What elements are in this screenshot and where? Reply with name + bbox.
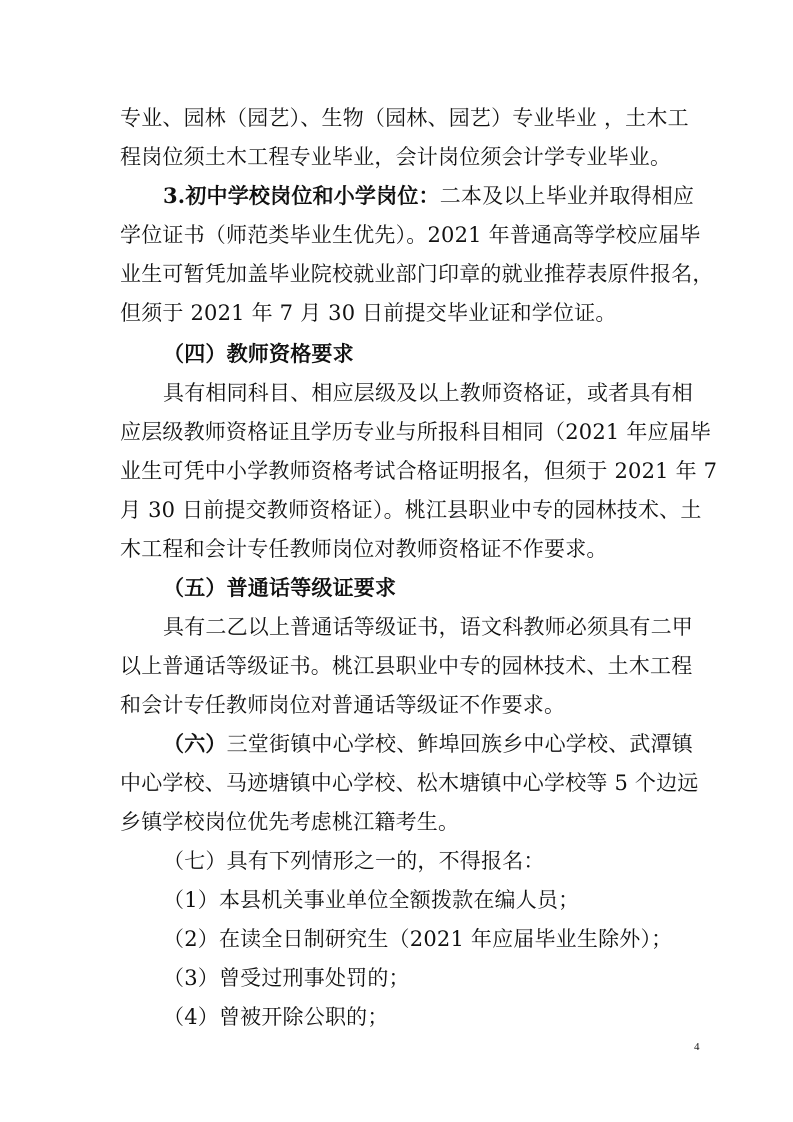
paragraph-line: 业生可凭中小学教师资格考试合格证明报名，但须于 2021 年 7: [120, 459, 718, 483]
paragraph-line: 中心学校、马迹塘镇中心学校、松木塘镇中心学校等 5 个边远: [120, 771, 699, 795]
list-item: （2）在读全日制研究生（2021 年应届毕业生除外）；: [163, 927, 673, 951]
section-heading: （五）普通话等级证要求: [163, 575, 397, 600]
paragraph-line: 应层级教师资格证且学历专业与所报科目相同（2021 年应届毕: [120, 420, 712, 444]
paragraph-line: 但须于 2021 年 7 月 30 日前提交毕业证和学位证。: [120, 301, 617, 325]
paragraph-line: 乡镇学校岗位优先考虑桃江籍考生。: [120, 810, 460, 834]
section-heading: （四）教师资格要求: [163, 341, 354, 366]
paragraph-line: 学位证书（师范类毕业生优先）。2021 年普通高等学校应届毕: [120, 223, 701, 247]
paragraph-line: 具有相同科目、相应层级及以上教师资格证，或者具有相: [163, 381, 693, 405]
paragraph-line: [163, 181, 710, 211]
list-item: （4）曾被开除公职的；: [163, 1005, 389, 1029]
paragraph-text: 三堂街镇中心学校、鲊埠回族乡中心学校、武潭镇: [226, 732, 694, 756]
paragraph-line: 具有二乙以上普通话等级证书，语文科教师必须具有二甲: [163, 615, 693, 639]
list-item: （1）本县机关事业单位全额拨款在编人员；: [163, 888, 580, 912]
paragraph-text: 二本及以上毕业并取得相应: [439, 184, 695, 208]
paragraph-line: 业生可暂凭加盖毕业院校就业部门印章的就业推荐表原件报名，: [120, 262, 714, 286]
section-heading: （六）: [163, 731, 227, 756]
paragraph-line: 和会计专任教师岗位对普通话等级证不作要求。: [120, 693, 566, 717]
paragraph-line: 以上普通话等级证书。桃江县职业中专的园林技术、土木工程: [120, 654, 693, 678]
paragraph-line: [163, 729, 710, 759]
page-number: 4: [694, 1041, 700, 1053]
paragraph-line: 程岗位须土木工程专业毕业，会计岗位须会计学专业毕业。: [120, 145, 672, 169]
paragraph-line: 专业、园林（园艺）、生物（园林、园艺）专业毕业 ，土木工: [120, 106, 689, 130]
paragraph-line: 木工程和会计专任教师岗位对教师资格证不作要求。: [120, 537, 608, 561]
section-heading: 3.初中学校岗位和小学岗位：: [163, 183, 440, 208]
paragraph-line: （七）具有下列情形之一的，不得报名：: [163, 849, 545, 873]
list-item: （3）曾受过刑事处罚的；: [163, 966, 410, 990]
paragraph-line: 月 30 日前提交教师资格证）。桃江县职业中专的园林技术、土: [120, 498, 702, 522]
